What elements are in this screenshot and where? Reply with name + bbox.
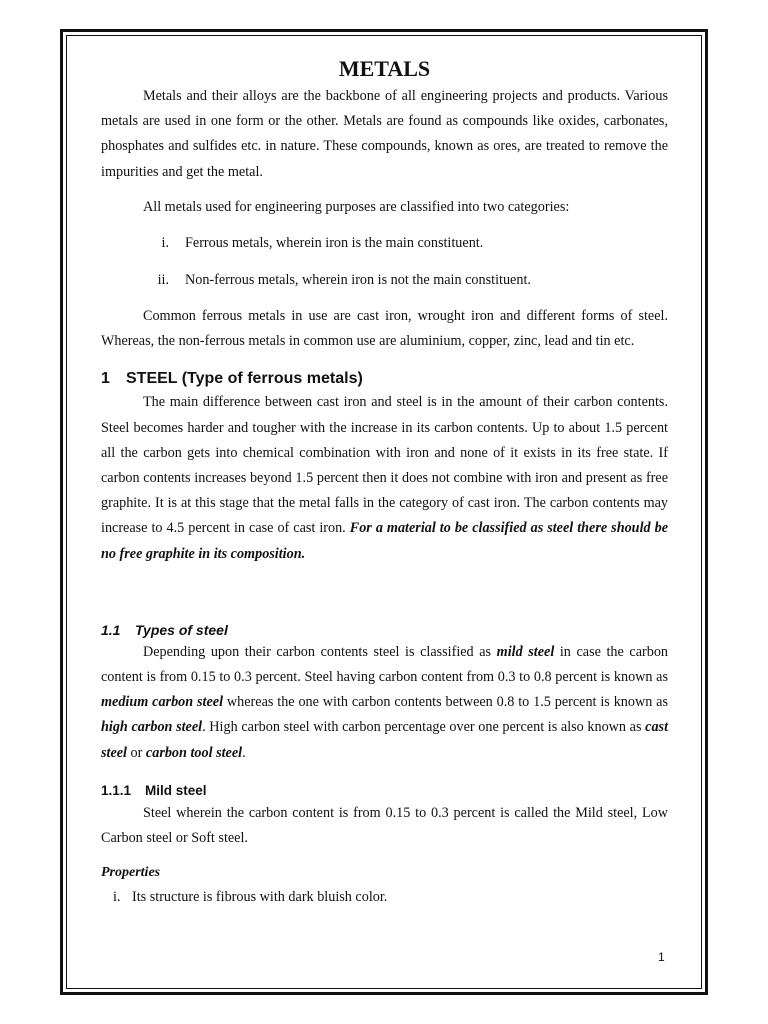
categories-paragraph: All metals used for engineering purposes are classified into two categories: xyxy=(143,198,570,215)
subsubsection-heading xyxy=(101,781,668,801)
types-text: . High carbon steel with carbon percentage over one percent is also known as xyxy=(202,719,642,736)
term-cast-steel: cast steel xyxy=(101,719,669,761)
property-text: Its structure is fibrous with dark bluish color. xyxy=(132,889,388,906)
page-number: 1 xyxy=(658,950,665,964)
subsection-title: Types of steel xyxy=(135,621,228,638)
property-number: i. xyxy=(113,889,121,906)
properties-label: Properties xyxy=(101,865,161,881)
intro-paragraph: Metals and their alloys are the backbone of all engineering projects and products. Various metals are used in one form or the other. Metals are found as compounds like oxides, carbonates, phosphates and sulfides etc. in nature. These compounds, known as ores, are treated to remove the impurities and get the metal. xyxy=(101,88,668,180)
types-paragraph xyxy=(101,640,668,766)
term-mild-steel: mild steel xyxy=(496,643,555,660)
mild-steel-paragraph: Steel wherein the carbon content is from 0.15 to 0.3 percent is called the Mild steel, Low Carbon steel or Soft steel. xyxy=(101,804,668,847)
list-text: Ferrous metals, wherein iron is the main constituent. xyxy=(185,235,484,252)
types-text: Depending upon their carbon contents steel is classified as xyxy=(143,643,492,660)
section-number: 1 xyxy=(101,370,110,388)
steel-paragraph xyxy=(101,390,668,566)
section-heading xyxy=(101,368,668,390)
subsubsection-title: Mild steel xyxy=(145,782,207,798)
document-body xyxy=(101,50,668,908)
section-title: STEEL (Type of ferrous metals) xyxy=(126,370,363,388)
property-item xyxy=(101,886,668,908)
subsection-number: 1.1 xyxy=(101,621,121,638)
term-high-carbon-steel: high carbon steel xyxy=(101,719,203,736)
list-text: Non-ferrous metals, wherein iron is not the main constituent. xyxy=(185,272,531,289)
steel-text: The main difference between cast iron and steel is in the amount of their carbon contents. Steel becomes harder and tougher with the increase in its carbon contents. Up to about 1.5 percent all the carbon gets into chemical combination with iron and none of it exists in its free state. If carbon contents increases beyond 1.5 percent then it does not combine with iron and present as free graphite. It is at this stage that the metal falls in the category of cast iron. The carbon contents may increase to 4.5 percent in case of cast iron. xyxy=(101,394,668,537)
term-carbon-tool-steel: carbon tool steel xyxy=(145,744,243,761)
types-text: . xyxy=(242,744,246,761)
page-title: METALS xyxy=(338,56,431,81)
list-item xyxy=(101,231,668,256)
steel-emphasis: For a material to be classified as steel there should be no free graphite in its composition. xyxy=(101,520,668,562)
types-text: whereas the one with carbon contents between 0.8 to 1.5 percent is known as xyxy=(226,694,668,711)
term-medium-carbon-steel: medium carbon steel xyxy=(101,694,224,711)
types-text: or xyxy=(130,744,143,761)
list-item xyxy=(101,268,668,293)
list-number: i. xyxy=(161,235,169,252)
ferrous-paragraph: Common ferrous metals in use are cast iron, wrought iron and different forms of steel. Whereas, the non-ferrous metals in common use are aluminium, copper, zinc, lead and tin etc. xyxy=(101,308,668,350)
subsubsection-number: 1.1.1 xyxy=(101,782,132,798)
list-number: ii. xyxy=(157,272,169,289)
subsection-heading xyxy=(101,620,668,640)
types-text: in case the carbon content is from 0.15 to 0.3 percent. Steel having carbon content from 0.3 to 0.8 percent is known as xyxy=(101,643,669,686)
